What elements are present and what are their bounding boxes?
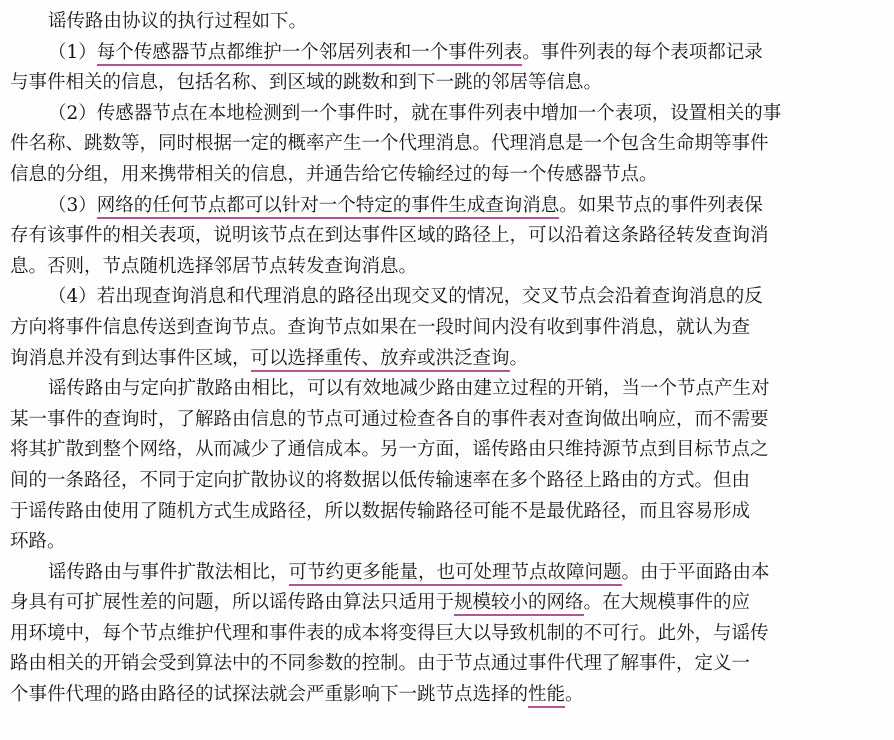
text-line: 件名称、跳数等，同时根据一定的概率产生一个代理消息。代理消息是一个包含生命期等事件 [10, 133, 769, 155]
text-line: 环路。 [10, 531, 66, 553]
text-line: 息。否则，节点随机选择邻居节点转发查询消息。 [10, 255, 418, 277]
text-line: 路由相关的开销会受到算法中的不同参数的控制。由于节点通过事件代理了解事件，定义一 [10, 653, 751, 675]
text-line: 询消息并没有到达事件区域，可以选择重传、放弃或洪泛查询。 [10, 344, 882, 375]
text-line: 谣传路由与事件扩散法相比，可节约更多能量，也可处理节点故障问题。由于平面路由本 [10, 558, 882, 589]
highlighted-phrase: 可节约更多能量，也可处理节点故障问题 [289, 562, 622, 586]
text-line: 将其扩散到整个网络，从而减少了通信成本。另一方面，谣传路由只维持源节点到目标节点之 [10, 439, 769, 461]
highlighted-phrase: 规模较小的网络 [454, 592, 584, 616]
text-line: （3）网络的任何节点都可以针对一个特定的事件生成查询消息。如果节点的事件列表保 [10, 191, 882, 222]
text-line: （2）传感器节点在本地检测到一个事件时，就在事件列表中增加一个表项，设置相关的事 [48, 102, 782, 124]
text-line: 间的一条路径，不同于定向扩散协议的将数据以低传输速率在多个路径上路由的方式。但由 [10, 469, 751, 491]
text-line: 谣传路由与定向扩散路由相比，可以有效地减少路由建立过程的开销，当一个节点产生对 [48, 378, 770, 400]
text-line: 与事件相关的信息，包括名称、到区域的跳数和到下一跳的邻居等信息。 [10, 72, 603, 94]
highlighted-phrase: 网络的任何节点都可以针对一个特定的事件生成查询消息 [97, 195, 560, 219]
text-line: 信息的分组，用来携带相关的信息，并通告给它传输经过的每一个传感器节点。 [10, 163, 658, 185]
text-line: 个事件代理的路由路径的试探法就会严重影响下一跳节点选择的性能。 [10, 680, 882, 711]
text-line: 存有该事件的相关表项，说明该节点在到达事件区域的路径上，可以沿着这条路径转发查询消 [10, 225, 769, 247]
text-line: 谣传路由协议的执行过程如下。 [48, 11, 308, 32]
text-line: 用环境中，每个节点维护代理和事件表的成本将变得巨大以导致机制的不可行。此外，与谣传 [10, 622, 769, 644]
highlighted-phrase: 性能 [528, 684, 565, 708]
text-line: 方向将事件信息传送到查询节点。查询节点如果在一段时间内没有收到事件消息，就认为查 [10, 316, 751, 338]
highlighted-phrase: 可以选择重传、放弃或洪泛查询 [251, 348, 510, 372]
highlighted-phrase: 每个传感器节点都维护一个邻居列表和一个事件列表 [97, 42, 523, 66]
text-line: 身具有可扩展性差的问题，所以谣传路由算法只适用于规模较小的网络。在大规模事件的应 [10, 588, 882, 619]
text-line: （4）若出现查询消息和代理消息的路径出现交叉的情况，交叉节点会沿着查询消息的反 [48, 286, 763, 308]
text-line: 某一事件的查询时，了解路由信息的节点可通过检查各自的事件表对查询做出响应，而不需要 [10, 408, 769, 430]
text-line: （1）每个传感器节点都维护一个邻居列表和一个事件列表。事件列表的每个表项都记录 [10, 38, 882, 69]
text-line: 于谣传路由使用了随机方式生成路径，所以数据传输路径可能不是最优路径，而且容易形成 [10, 500, 751, 522]
